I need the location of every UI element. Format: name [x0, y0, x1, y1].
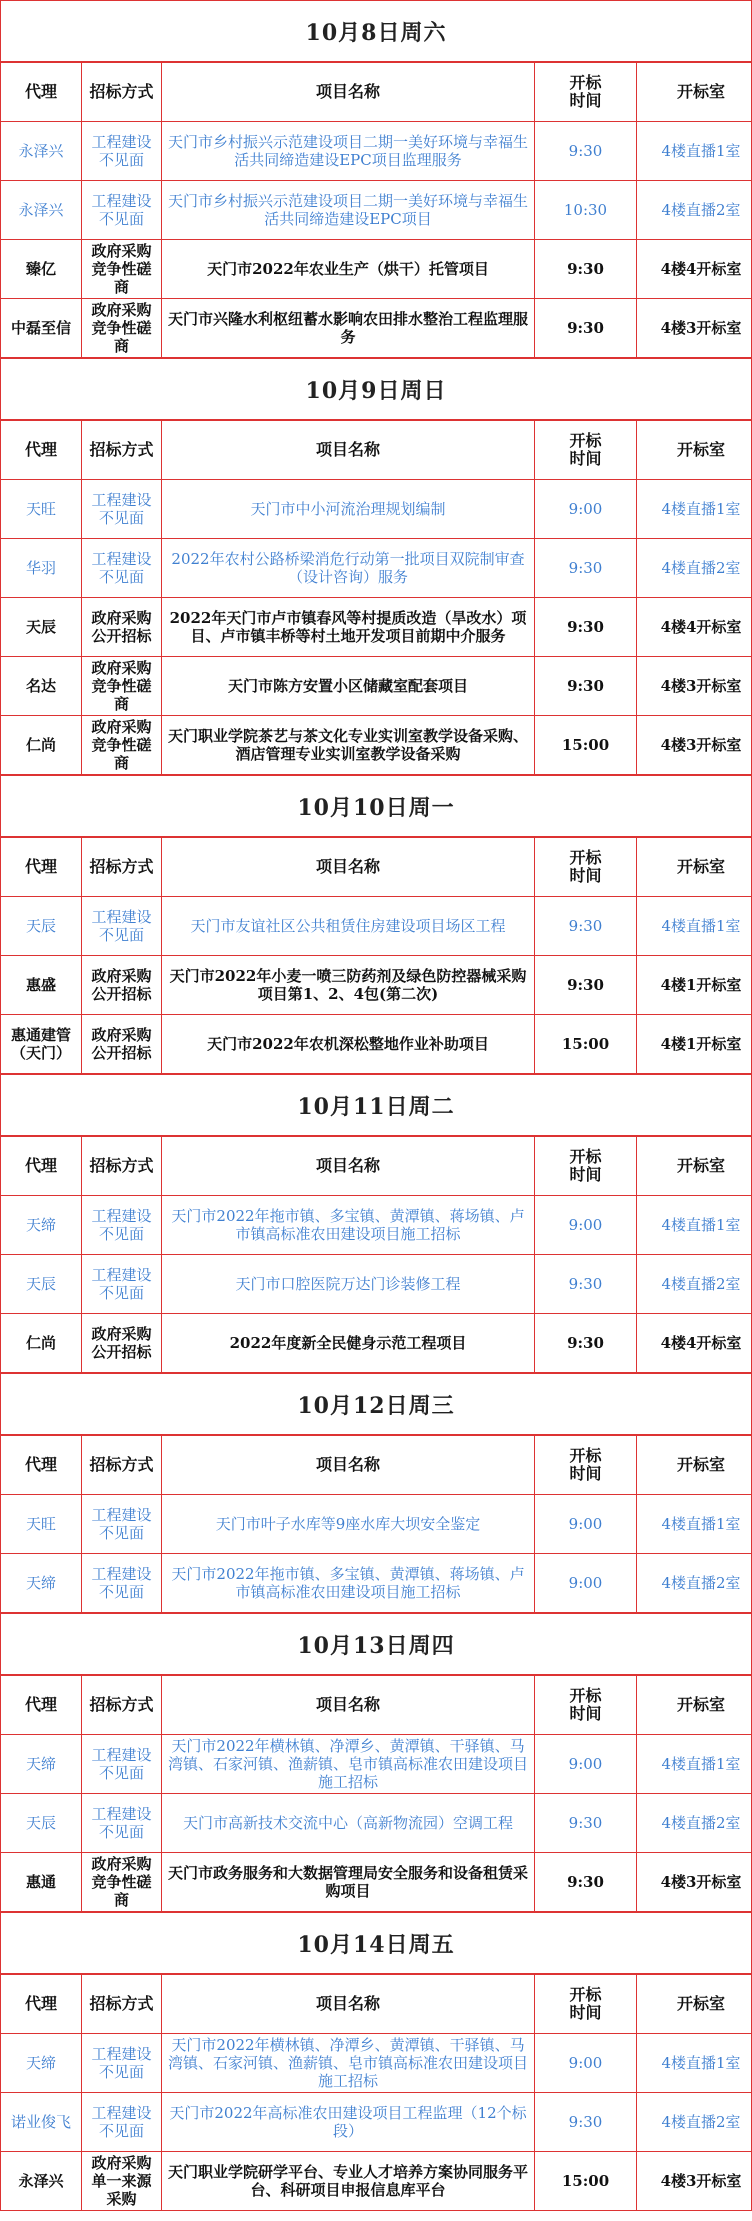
room-cell: 4楼直播1室	[637, 122, 752, 181]
method-cell: 工程建设不见面	[82, 122, 162, 181]
room-cell: 4楼直播1室	[637, 2034, 752, 2093]
agent-cell: 永泽兴	[1, 122, 82, 181]
time-cell: 9:00	[535, 1196, 637, 1255]
time-cell: 9:00	[535, 2034, 637, 2093]
agent-cell: 惠通建管（天门）	[1, 1015, 82, 1074]
agent-cell: 惠通	[1, 1853, 82, 1912]
table-row	[1, 1495, 752, 1554]
column-header-agent: 代理	[1, 1137, 82, 1196]
table-row	[1, 1735, 752, 1794]
column-header-room: 开标室	[637, 1436, 752, 1495]
room-cell: 4楼4开标室	[637, 598, 752, 657]
table-row	[1, 539, 752, 598]
method-cell: 政府采购竞争性磋商	[82, 657, 162, 716]
day-heading: 10月10日周一	[1, 775, 751, 837]
column-header-project: 项目名称	[162, 1676, 535, 1735]
table-row	[1, 598, 752, 657]
room-cell: 4楼直播1室	[637, 480, 752, 539]
table-row	[1, 1794, 752, 1853]
column-header-agent: 代理	[1, 421, 82, 480]
project-cell: 天门市叶子水库等9座水库大坝安全鉴定	[162, 1495, 535, 1554]
schedule-table	[1, 1974, 752, 2211]
schedule-table	[1, 1675, 752, 1912]
project-cell: 天门市2022年农业生产（烘干）托管项目	[162, 240, 535, 299]
time-cell: 9:30	[535, 897, 637, 956]
column-header-time: 开标 时间	[535, 1436, 637, 1495]
column-header-time: 开标 时间	[535, 421, 637, 480]
table-row	[1, 1196, 752, 1255]
column-header-method: 招标方式	[82, 63, 162, 122]
column-header-method: 招标方式	[82, 1436, 162, 1495]
project-cell: 天门市2022年拖市镇、多宝镇、黄潭镇、蒋场镇、卢市镇高标准农田建设项目施工招标	[162, 1554, 535, 1613]
room-cell: 4楼直播1室	[637, 1495, 752, 1554]
method-cell: 政府采购竞争性磋商	[82, 299, 162, 358]
table-header-row	[1, 421, 752, 480]
method-cell: 政府采购竞争性磋商	[82, 716, 162, 775]
agent-cell: 诺业俊飞	[1, 2093, 82, 2152]
method-cell: 工程建设不见面	[82, 1554, 162, 1613]
time-cell: 9:30	[535, 299, 637, 358]
table-row	[1, 1255, 752, 1314]
project-cell: 天门市高新技术交流中心（高新物流园）空调工程	[162, 1794, 535, 1853]
project-cell: 天门市乡村振兴示范建设项目二期一美好环境与幸福生活共同缔造建设EPC项目监理服务	[162, 122, 535, 181]
column-header-agent: 代理	[1, 1676, 82, 1735]
column-header-time: 开标 时间	[535, 1137, 637, 1196]
room-cell: 4楼3开标室	[637, 299, 752, 358]
day-heading: 10月9日周日	[1, 358, 751, 420]
project-cell: 天门市2022年拖市镇、多宝镇、黄潭镇、蒋场镇、卢市镇高标准农田建设项目施工招标	[162, 1196, 535, 1255]
column-header-time: 开标 时间	[535, 1975, 637, 2034]
agent-cell: 臻亿	[1, 240, 82, 299]
method-cell: 政府采购单一来源采购	[82, 2152, 162, 2211]
agent-cell: 名达	[1, 657, 82, 716]
agent-cell: 仁尚	[1, 1314, 82, 1373]
project-cell: 天门市2022年小麦一喷三防药剂及绿色防控器械采购项目第1、2、4包(第二次)	[162, 956, 535, 1015]
method-cell: 工程建设不见面	[82, 2093, 162, 2152]
room-cell: 4楼1开标室	[637, 956, 752, 1015]
project-cell: 天门市口腔医院万达门诊装修工程	[162, 1255, 535, 1314]
room-cell: 4楼直播2室	[637, 1554, 752, 1613]
project-cell: 2022年度新全民健身示范工程项目	[162, 1314, 535, 1373]
time-cell: 9:30	[535, 956, 637, 1015]
column-header-room: 开标室	[637, 63, 752, 122]
time-cell: 9:30	[535, 539, 637, 598]
time-cell: 9:30	[535, 657, 637, 716]
time-cell: 9:30	[535, 1314, 637, 1373]
table-header-row	[1, 1436, 752, 1495]
table-row	[1, 1853, 752, 1912]
room-cell: 4楼直播2室	[637, 1255, 752, 1314]
room-cell: 4楼3开标室	[637, 716, 752, 775]
room-cell: 4楼3开标室	[637, 657, 752, 716]
agent-cell: 天缔	[1, 1554, 82, 1613]
column-header-method: 招标方式	[82, 838, 162, 897]
project-cell: 天门市2022年横林镇、净潭乡、黄潭镇、干驿镇、马湾镇、石家河镇、渔薪镇、皂市镇高标准农田建设项目施工招标	[162, 1735, 535, 1794]
project-cell: 天门市2022年农机深松整地作业补助项目	[162, 1015, 535, 1074]
time-cell: 9:30	[535, 598, 637, 657]
time-cell: 15:00	[535, 1015, 637, 1074]
method-cell: 工程建设不见面	[82, 480, 162, 539]
agent-cell: 天旺	[1, 480, 82, 539]
table-row	[1, 181, 752, 240]
column-header-agent: 代理	[1, 838, 82, 897]
day-heading: 10月14日周五	[1, 1912, 751, 1974]
time-cell: 9:30	[535, 122, 637, 181]
room-cell: 4楼直播1室	[637, 897, 752, 956]
agent-cell: 天辰	[1, 598, 82, 657]
column-header-room: 开标室	[637, 1137, 752, 1196]
room-cell: 4楼直播1室	[637, 1196, 752, 1255]
time-cell: 9:30	[535, 1853, 637, 1912]
time-cell: 9:30	[535, 240, 637, 299]
column-header-room: 开标室	[637, 838, 752, 897]
column-header-project: 项目名称	[162, 63, 535, 122]
method-cell: 工程建设不见面	[82, 1495, 162, 1554]
project-cell: 天门市中小河流治理规划编制	[162, 480, 535, 539]
agent-cell: 天旺	[1, 1495, 82, 1554]
project-cell: 2022年天门市卢市镇春风等村提质改造（旱改水）项目、卢市镇丰桥等村土地开发项目前期中介服务	[162, 598, 535, 657]
room-cell: 4楼直播2室	[637, 2093, 752, 2152]
project-cell: 天门市2022年横林镇、净潭乡、黄潭镇、干驿镇、马湾镇、石家河镇、渔薪镇、皂市镇高标准农田建设项目施工招标	[162, 2034, 535, 2093]
column-header-project: 项目名称	[162, 1436, 535, 1495]
method-cell: 政府采购公开招标	[82, 1015, 162, 1074]
table-header-row	[1, 1975, 752, 2034]
room-cell: 4楼4开标室	[637, 1314, 752, 1373]
project-cell: 天门市2022年高标准农田建设项目工程监理（12个标段）	[162, 2093, 535, 2152]
column-header-room: 开标室	[637, 1975, 752, 2034]
method-cell: 政府采购竞争性磋商	[82, 240, 162, 299]
time-cell: 9:30	[535, 2093, 637, 2152]
method-cell: 工程建设不见面	[82, 1255, 162, 1314]
column-header-room: 开标室	[637, 1676, 752, 1735]
method-cell: 工程建设不见面	[82, 539, 162, 598]
table-row	[1, 657, 752, 716]
time-cell: 9:00	[535, 1495, 637, 1554]
time-cell: 9:00	[535, 1735, 637, 1794]
time-cell: 9:00	[535, 1554, 637, 1613]
room-cell: 4楼直播2室	[637, 1794, 752, 1853]
method-cell: 工程建设不见面	[82, 2034, 162, 2093]
schedule-table	[1, 62, 752, 358]
column-header-time: 开标 时间	[535, 838, 637, 897]
table-row	[1, 2093, 752, 2152]
table-row	[1, 1314, 752, 1373]
project-cell: 天门市友谊社区公共租赁住房建设项目场区工程	[162, 897, 535, 956]
project-cell: 天门职业学院研学平台、专业人才培养方案协同服务平台、科研项目申报信息库平台	[162, 2152, 535, 2211]
column-header-project: 项目名称	[162, 838, 535, 897]
method-cell: 工程建设不见面	[82, 1196, 162, 1255]
project-cell: 天门市乡村振兴示范建设项目二期一美好环境与幸福生活共同缔造建设EPC项目	[162, 181, 535, 240]
table-row	[1, 2034, 752, 2093]
method-cell: 政府采购竞争性磋商	[82, 1853, 162, 1912]
method-cell: 政府采购公开招标	[82, 1314, 162, 1373]
method-cell: 政府采购公开招标	[82, 956, 162, 1015]
agent-cell: 永泽兴	[1, 2152, 82, 2211]
table-row	[1, 716, 752, 775]
table-row	[1, 240, 752, 299]
room-cell: 4楼3开标室	[637, 1853, 752, 1912]
table-row	[1, 1554, 752, 1613]
table-header-row	[1, 1676, 752, 1735]
agent-cell: 仁尚	[1, 716, 82, 775]
time-cell: 9:00	[535, 480, 637, 539]
agent-cell: 天缔	[1, 2034, 82, 2093]
table-row	[1, 480, 752, 539]
time-cell: 9:30	[535, 1794, 637, 1853]
agent-cell: 天辰	[1, 1794, 82, 1853]
method-cell: 工程建设不见面	[82, 181, 162, 240]
room-cell: 4楼4开标室	[637, 240, 752, 299]
table-row	[1, 122, 752, 181]
table-header-row	[1, 838, 752, 897]
method-cell: 工程建设不见面	[82, 1735, 162, 1794]
agent-cell: 天缔	[1, 1735, 82, 1794]
schedule-table	[1, 420, 752, 775]
column-header-project: 项目名称	[162, 1137, 535, 1196]
method-cell: 工程建设不见面	[82, 897, 162, 956]
project-cell: 天门市政务服务和大数据管理局安全服务和设备租赁采购项目	[162, 1853, 535, 1912]
column-header-project: 项目名称	[162, 421, 535, 480]
method-cell: 工程建设不见面	[82, 1794, 162, 1853]
column-header-method: 招标方式	[82, 1676, 162, 1735]
column-header-agent: 代理	[1, 1436, 82, 1495]
day-heading: 10月8日周六	[1, 0, 751, 62]
column-header-room: 开标室	[637, 421, 752, 480]
room-cell: 4楼3开标室	[637, 2152, 752, 2211]
room-cell: 4楼直播2室	[637, 539, 752, 598]
table-row	[1, 897, 752, 956]
agent-cell: 中磊至信	[1, 299, 82, 358]
table-header-row	[1, 1137, 752, 1196]
time-cell: 9:30	[535, 1255, 637, 1314]
room-cell: 4楼直播1室	[637, 1735, 752, 1794]
table-row	[1, 1015, 752, 1074]
agent-cell: 天辰	[1, 1255, 82, 1314]
day-heading: 10月11日周二	[1, 1074, 751, 1136]
time-cell: 15:00	[535, 2152, 637, 2211]
agent-cell: 惠盛	[1, 956, 82, 1015]
project-cell: 2022年农村公路桥梁消危行动第一批项目双院制审查（设计咨询）服务	[162, 539, 535, 598]
time-cell: 15:00	[535, 716, 637, 775]
schedule-table	[1, 837, 752, 1074]
column-header-time: 开标 时间	[535, 63, 637, 122]
table-header-row	[1, 63, 752, 122]
agent-cell: 天缔	[1, 1196, 82, 1255]
column-header-method: 招标方式	[82, 1137, 162, 1196]
agent-cell: 永泽兴	[1, 181, 82, 240]
schedule-table	[1, 1136, 752, 1373]
column-header-agent: 代理	[1, 1975, 82, 2034]
time-cell: 10:30	[535, 181, 637, 240]
table-row	[1, 299, 752, 358]
column-header-project: 项目名称	[162, 1975, 535, 2034]
project-cell: 天门市兴隆水利枢纽蓄水影响农田排水整治工程监理服务	[162, 299, 535, 358]
day-heading: 10月12日周三	[1, 1373, 751, 1435]
column-header-method: 招标方式	[82, 1975, 162, 2034]
agent-cell: 华羽	[1, 539, 82, 598]
method-cell: 政府采购公开招标	[82, 598, 162, 657]
schedule-table	[1, 1435, 752, 1613]
column-header-agent: 代理	[1, 63, 82, 122]
table-row	[1, 2152, 752, 2211]
column-header-method: 招标方式	[82, 421, 162, 480]
table-row	[1, 956, 752, 1015]
agent-cell: 天辰	[1, 897, 82, 956]
room-cell: 4楼1开标室	[637, 1015, 752, 1074]
column-header-time: 开标 时间	[535, 1676, 637, 1735]
day-heading: 10月13日周四	[1, 1613, 751, 1675]
project-cell: 天门市陈方安置小区储藏室配套项目	[162, 657, 535, 716]
room-cell: 4楼直播2室	[637, 181, 752, 240]
project-cell: 天门职业学院茶艺与茶文化专业实训室教学设备采购、酒店管理专业实训室教学设备采购	[162, 716, 535, 775]
